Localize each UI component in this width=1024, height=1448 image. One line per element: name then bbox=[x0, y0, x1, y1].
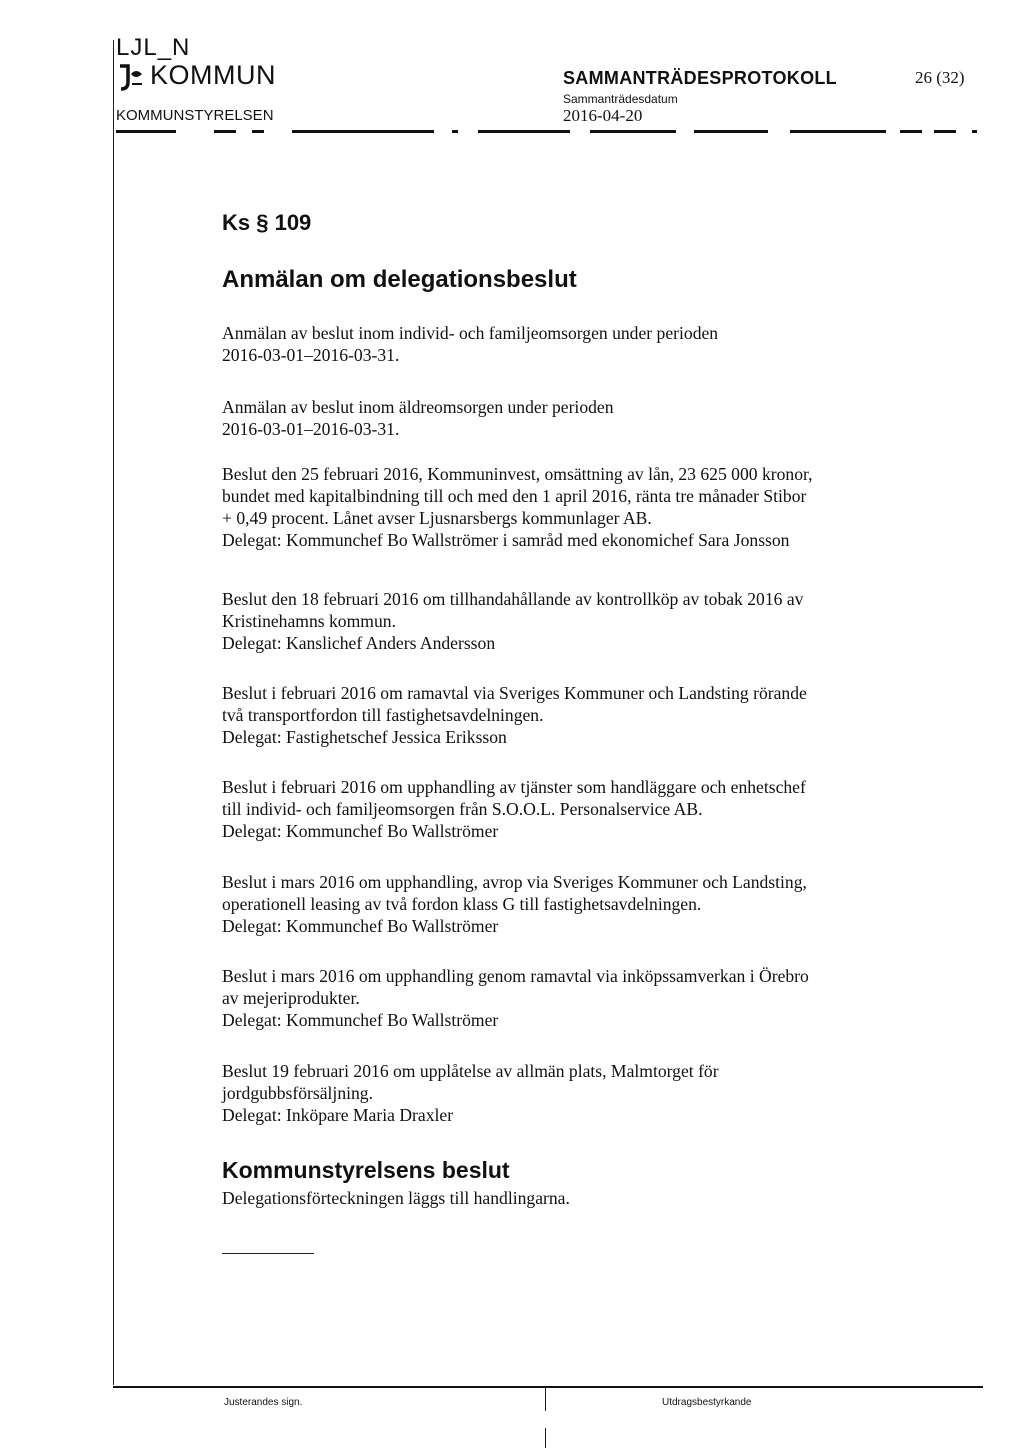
footer-divider-lower bbox=[545, 1428, 546, 1448]
meeting-date-label: Sammanträdesdatum bbox=[563, 92, 678, 106]
paragraph: Beslut den 25 februari 2016, Kommuninvest, omsättning av lån, 23 625 000 kronor, bundet med kapitalbindning till och med den 1 april 2016, ränta tre månader Stibor + 0,49 procent. Lånet avser Ljusnarsbergs kommunlager AB. Delegat: Kommunchef Bo Wallströmer i samråd med ekonomichef Sara Jonsson bbox=[222, 464, 813, 550]
signature-label: Justerandes sign. bbox=[224, 1397, 303, 1408]
decision-heading: Kommunstyrelsens beslut bbox=[222, 1157, 510, 1183]
paragraph: Beslut 19 februari 2016 om upplåtelse av allmän plats, Malmtorget för jordgubbsförsäljning. Delegat: Inköpare Maria Draxler bbox=[222, 1061, 719, 1125]
paragraph: Beslut i mars 2016 om upphandling, avrop via Sveriges Kommuner och Landsting, operationell leasing av två fordon klass G till fastighetsavdelningen. Delegat: Kommunchef Bo Wallströmer bbox=[222, 872, 807, 936]
paragraph: Beslut den 18 februari 2016 om tillhandahållande av kontrollköp av tobak 2016 av Kristinehamns kommun. Delegat: Kanslichef Anders Andersson bbox=[222, 589, 804, 653]
document-type: SAMMANTRÄDESPROTOKOLL bbox=[563, 68, 837, 88]
meeting-date: 2016-04-20 bbox=[563, 106, 643, 125]
paragraph: Anmälan av beslut inom individ- och familjeomsorgen under perioden 2016-03-01–2016-03-31. bbox=[222, 323, 719, 365]
paragraph: Beslut i mars 2016 om upphandling genom ramavtal via inköpssamverkan i Örebro av mejeriprodukter. Delegat: Kommunchef Bo Wallströmer bbox=[222, 966, 809, 1030]
extract-certification-label: Utdragsbestyrkande bbox=[662, 1397, 752, 1408]
page-number: 26 (32) bbox=[915, 68, 965, 87]
end-rule bbox=[222, 1253, 314, 1254]
logo-wordmark-top: LJL_N bbox=[116, 34, 191, 61]
section-number: Ks § 109 bbox=[222, 210, 312, 235]
municipality-name: KOMMUN bbox=[150, 60, 276, 90]
municipality-logo-icon bbox=[116, 62, 146, 92]
footer-divider bbox=[545, 1387, 546, 1411]
agenda-heading: Anmälan om delegationsbeslut bbox=[222, 266, 577, 293]
paragraph: Anmälan av beslut inom äldreomsorgen under perioden 2016-03-01–2016-03-31. bbox=[222, 397, 614, 439]
paragraph: Beslut i februari 2016 om upphandling av tjänster som handläggare och enhetschef till individ- och familjeomsorgen från S.O.O.L. Personalservice AB. Delegat: Kommunchef Bo Wallströmer bbox=[222, 777, 806, 841]
paragraph: Beslut i februari 2016 om ramavtal via Sveriges Kommuner och Landsting rörande två transportfordon till fastighetsavdelningen. Delegat: Fastighetschef Jessica Eriksson bbox=[222, 683, 807, 747]
footer-rule bbox=[113, 1386, 983, 1388]
decision-text: Delegationsförteckningen läggs till handlingarna. bbox=[222, 1188, 570, 1208]
left-margin-line bbox=[113, 40, 114, 1385]
department-name: KOMMUNSTYRELSEN bbox=[116, 107, 274, 124]
